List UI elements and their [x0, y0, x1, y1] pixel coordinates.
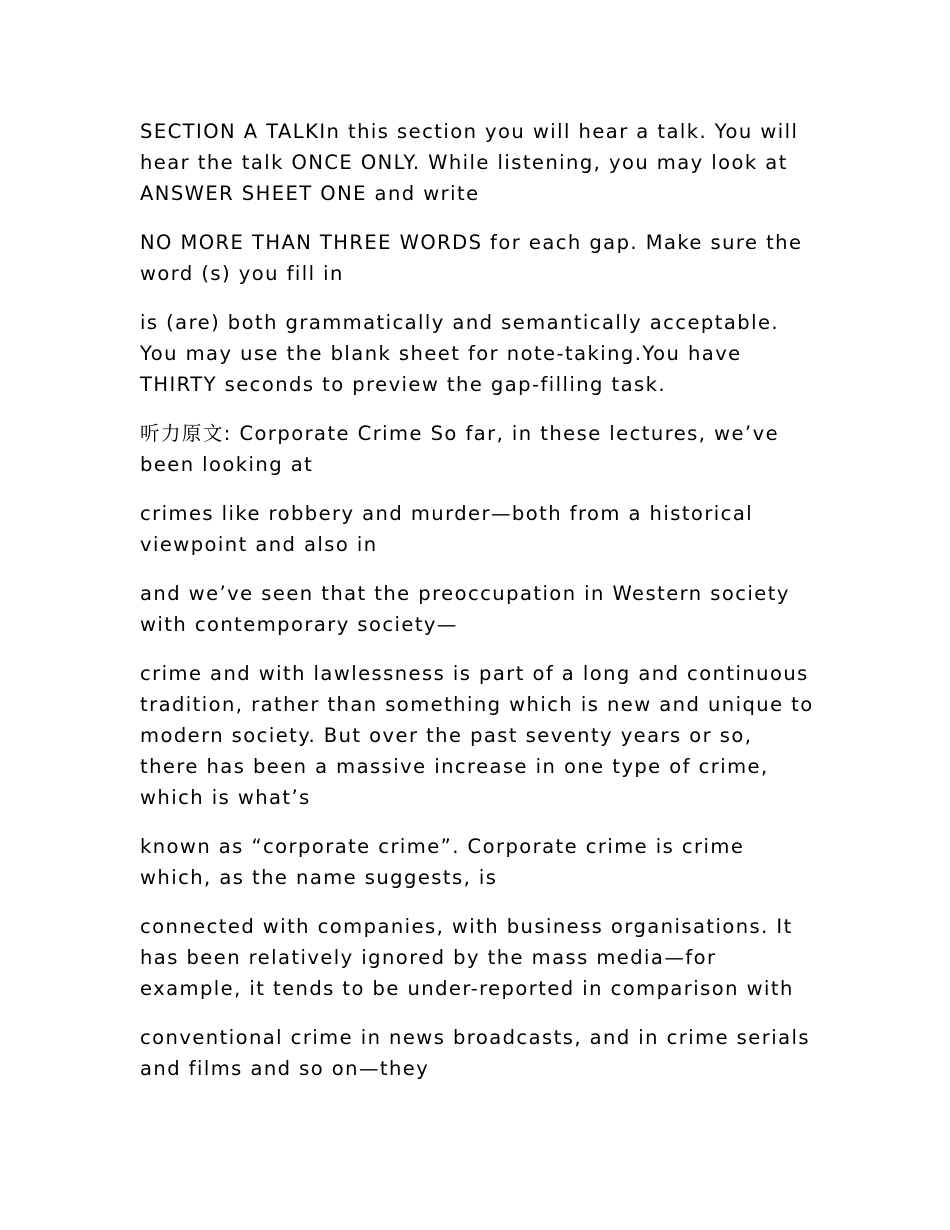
paragraph-western-society: and we’ve seen that the preoccupation in Western society with contemporary society— [140, 582, 790, 636]
paragraph-word-limit: NO MORE THAN THREE WORDS for each gap. Make sure the word (s) you fill in [140, 231, 803, 285]
paragraph-crimes: crimes like robbery and murder—both from a historical viewpoint and also in [140, 502, 754, 556]
paragraph-transcript-intro: 听力原文: Corporate Crime So far, in these lectures, we’ve been looking at [140, 422, 780, 476]
paragraph-conventional-crime: conventional crime in news broadcasts, and in crime serials and films and so on—they [140, 1026, 810, 1080]
document-body [140, 116, 815, 1102]
paragraph-companies: connected with companies, with business organisations. It has been relatively ignored by the mass media—for example, it tends to be under-reported in comparison with [140, 915, 794, 1000]
paragraph-tradition: crime and with lawlessness is part of a long and continuous tradition, rather than something which is new and unique to modern society. But over the past seventy years or so, there has been a massive increase in one type of crime, which is what’s [140, 662, 814, 809]
paragraph-acceptability: is (are) both grammatically and semantically acceptable. You may use the blank sheet for note-taking.You have THIRTY seconds to preview the gap-filling task. [140, 311, 780, 396]
paragraph-corporate-crime: known as “corporate crime”. Corporate crime is crime which, as the name suggests, is [140, 835, 745, 889]
paragraph-instructions: SECTION A TALKIn this section you will hear a talk. You will hear the talk ONCE ONLY. While listening, you may look at ANSWER SHEET ONE and write [140, 120, 799, 205]
